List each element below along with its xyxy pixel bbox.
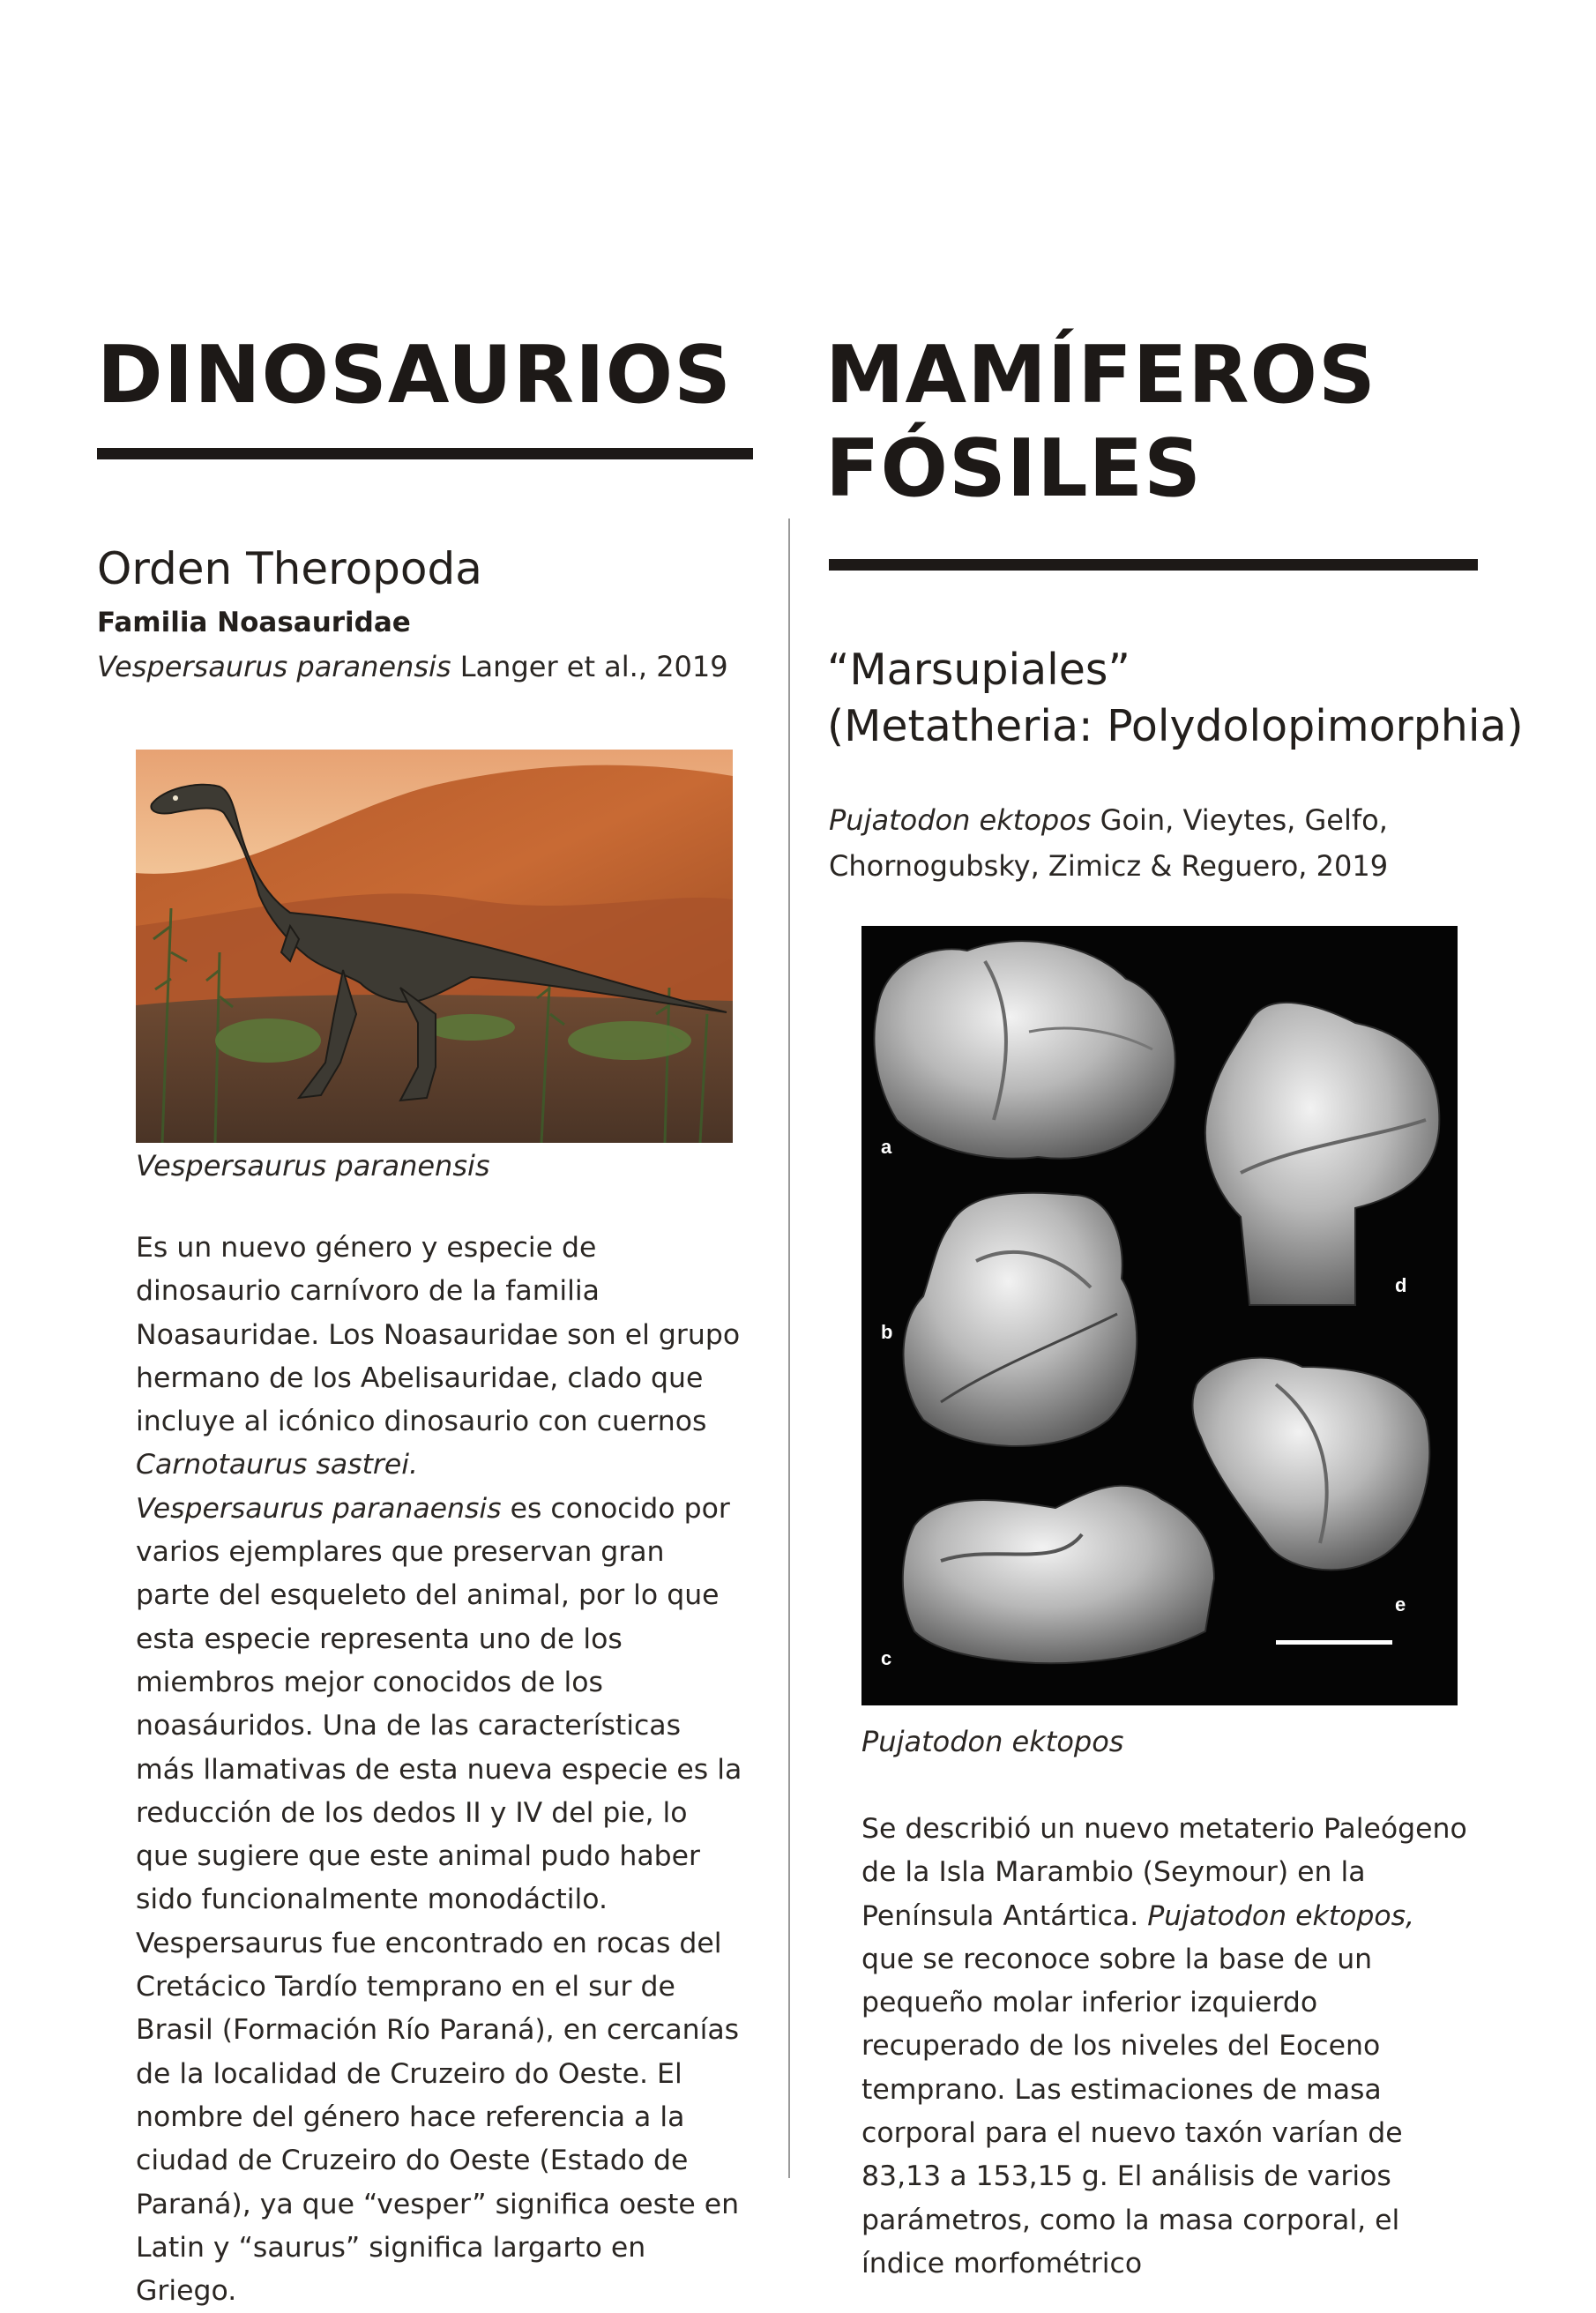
panel-label-a: a [881, 1136, 892, 1158]
right-image-caption: Pujatodon ektopos [861, 1725, 1124, 1758]
left-species-authority: Langer et al., 2019 [451, 650, 728, 683]
right-body-s1: Se describió un nuevo metaterio Paleógeno de la Isla Marambio (Seymour) en la Península Antártica. [861, 1813, 1467, 1932]
right-body-s2: que se reconoce sobre la base de un pequeño molar inferior izquierdo recuperado de los niveles del Eoceno temprano. Las estimaciones de masa corporal para el nuevo taxón varían de 83,13 a 153,15 g. El análisis de varios parámetros, como la masa corporal, el índice morfométrico [861, 1943, 1403, 2279]
right-species [829, 797, 1464, 889]
left-heading-rule [97, 448, 753, 459]
left-heading: DINOSAURIOS [97, 329, 732, 422]
panel-label-d: d [1395, 1274, 1407, 1296]
left-order: Orden Theropoda [97, 543, 482, 594]
left-body-s1-italic: Carnotaurus sastrei. [136, 1449, 419, 1481]
pujatodon-teeth-photo [861, 926, 1458, 1705]
left-body-s1: Es un nuevo género y especie de dinosaurio carnívoro de la familia Noasauridae. Los Noasauridae son el grupo hermano de los Abelisauridae, clado que incluye al icónico dinosaurio con cuernos [136, 1232, 741, 1438]
dinosaur-scene [136, 750, 733, 1143]
right-heading-rule [829, 559, 1478, 571]
left-body-text [136, 1227, 744, 2313]
column-divider [788, 519, 790, 2178]
right-heading-line2: FÓSILES [825, 422, 1202, 515]
right-group-line2: (Metatheria: Polydolopimorphia) [827, 701, 1524, 751]
left-family: Familia Noasauridae [97, 607, 411, 638]
left-image-caption: Vespersaurus paranensis [136, 1149, 490, 1183]
left-body-s2-italic: Vespersaurus paranaensis [136, 1492, 502, 1525]
panel-label-c: c [881, 1647, 892, 1669]
vespersaurus-illustration [136, 750, 733, 1143]
right-heading-line1: MAMÍFEROS [825, 329, 1376, 422]
left-species-name: Vespersaurus paranensis [97, 650, 451, 683]
panel-label-b: b [881, 1321, 893, 1343]
scale-bar [1276, 1640, 1392, 1645]
panel-label-e: e [1395, 1593, 1406, 1615]
teeth-sem-image [861, 926, 1458, 1705]
right-group-line1: “Marsupiales” [827, 645, 1130, 695]
left-body-s2: es conocido por varios ejemplares que preservan gran parte del esqueleto del animal, por lo que esta especie representa uno de los miembros mejor conocidos de los noasáuridos. Una de las características más llamativas de esta nueva especie es la reducción de los dedos II y IV del pie, lo que sugiere que este animal pudo haber sido funcionalmente monodáctilo. Vespersaurus fue encontrado en rocas del Cretácico Tardío temprano en el sur de Brasil (Formación Río Paraná), en cercanías de la localidad de Cruzeiro do Oeste. El nombre del género hace referencia a la ciudad de Cruzeiro do Oeste (Estado de Paraná), ya que “vesper” significa oeste en Latin y “saurus” significa largarto en Griego. [136, 1492, 742, 2308]
right-species-name: Pujatodon ektopos [829, 803, 1092, 837]
right-species-authority: Goin, Vieytes, Gelfo, Chornogubsky, Zimicz & Reguero, 2019 [829, 803, 1389, 883]
left-species [97, 645, 728, 689]
tooth-c [903, 1486, 1214, 1664]
right-body-text [861, 1808, 1470, 2286]
right-body-s1-italic: Pujatodon ektopos, [1147, 1899, 1415, 1932]
